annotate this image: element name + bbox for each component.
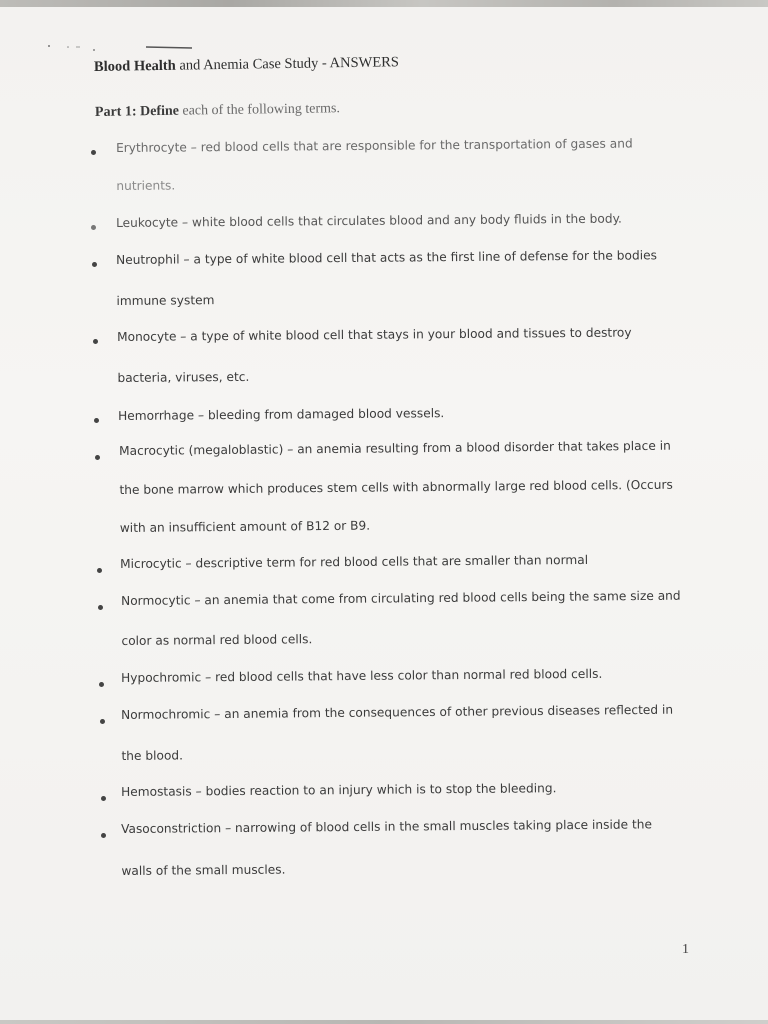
term-line: Normochromic – an anemia from the consequences of other previous diseases reflected in xyxy=(121,702,674,722)
scan-edge-top xyxy=(0,0,768,7)
term-line: Hypochromic – red blood cells that have less color than normal red blood cells. xyxy=(121,666,603,685)
term-line: Vasoconstriction – narrowing of blood cells in the small muscles taking place inside the xyxy=(121,817,653,836)
title-bold-part: Blood Health xyxy=(93,57,176,75)
term-line: immune system xyxy=(116,293,215,308)
term-line: with an insufficient amount of B12 or B9. xyxy=(119,518,371,535)
term-line: Neutrophil – a type of white blood cell that acts as the first line of defense for the bodies xyxy=(116,248,657,267)
title-rest: and Anemia Case Study - ANSWERS xyxy=(175,54,400,74)
term-line: Microcytic – descriptive term for red blood cells that are smaller than normal xyxy=(120,552,589,571)
bullet-icon xyxy=(93,339,98,344)
document-title xyxy=(94,54,399,76)
term-line: bacteria, viruses, etc. xyxy=(117,369,250,385)
scan-specks xyxy=(40,40,200,56)
term-line: Hemorrhage – bleeding from damaged blood vessels. xyxy=(118,406,445,423)
bullet-icon xyxy=(101,833,106,838)
part-heading-bold: Part 1: Define xyxy=(94,103,180,120)
bullet-icon xyxy=(98,605,103,610)
term-line: Hemostasis – bodies reaction to an injury which is to stop the bleeding. xyxy=(121,781,557,799)
term-line: nutrients. xyxy=(116,178,176,193)
bullet-icon xyxy=(100,719,105,724)
term-line: color as normal red blood cells. xyxy=(121,632,313,648)
bullet-icon xyxy=(95,455,100,460)
term-line: Macrocytic (megaloblastic) – an anemia resulting from a blood disorder that takes place in xyxy=(119,438,671,458)
bullet-icon xyxy=(99,682,104,687)
bullet-icon xyxy=(94,418,99,423)
scan-edge-bottom xyxy=(0,1020,768,1024)
term-line: walls of the small muscles. xyxy=(121,862,286,878)
part-heading-rest: each of the following terms. xyxy=(178,101,341,119)
bullet-icon xyxy=(92,262,97,267)
term-line: Erythrocyte – red blood cells that are responsible for the transportation of gases and xyxy=(116,136,633,155)
bullet-icon xyxy=(91,225,96,230)
term-line: Monocyte – a type of white blood cell that stays in your blood and tissues to destroy xyxy=(117,325,632,344)
bullet-icon xyxy=(91,150,96,155)
bullet-icon xyxy=(101,796,106,801)
term-line: Leukocyte – white blood cells that circulates blood and any body fluids in the body. xyxy=(116,211,622,230)
term-line: the bone marrow which produces stem cells with abnormally large red blood cells. (Occurs xyxy=(119,477,673,497)
bullet-icon xyxy=(97,568,102,573)
part-1-heading xyxy=(95,101,340,121)
page-number: 1 xyxy=(682,942,689,957)
term-line: Normocytic – an anemia that come from circulating red blood cells being the same size and xyxy=(121,588,681,608)
term-line: the blood. xyxy=(121,748,184,763)
